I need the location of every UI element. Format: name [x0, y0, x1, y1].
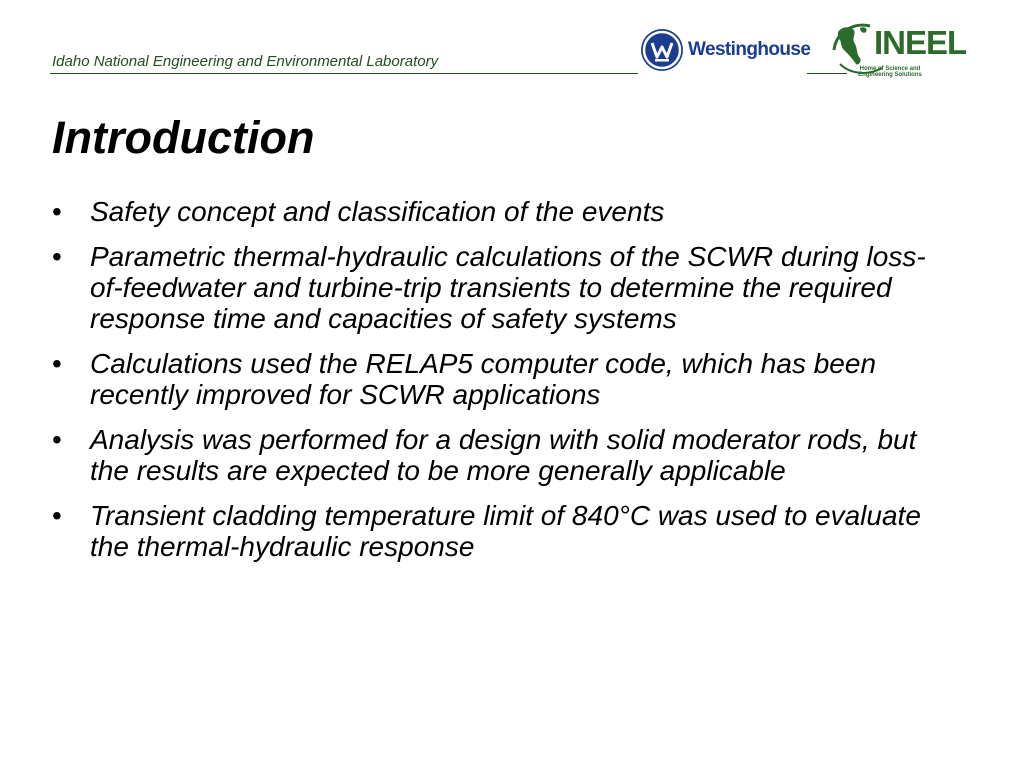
westinghouse-w-icon [641, 29, 683, 71]
header-divider [50, 73, 638, 74]
bullet-item [52, 500, 952, 562]
bullet-text: Safety concept and classification of the events [90, 196, 665, 227]
bullet-item [52, 241, 952, 334]
bullet-item [52, 348, 952, 410]
slide-title: Introduction [52, 112, 315, 163]
westinghouse-logo-text: Westinghouse [688, 39, 811, 60]
westinghouse-logo [641, 27, 811, 73]
bullet-item [52, 196, 952, 227]
bullet-marker: • [52, 424, 62, 455]
bullet-marker: • [52, 196, 62, 227]
bullet-item [52, 424, 952, 486]
bullet-list [52, 196, 952, 576]
bullet-text: Analysis was performed for a design with solid moderator rods, but the results are expected to be more generally applicable [90, 424, 917, 486]
bullet-text: Calculations used the RELAP5 computer code, which has been recently improved for SCWR applications [90, 348, 877, 410]
ineel-logo-subtitle: Home of Science and Engineering Solutions [858, 66, 922, 78]
ineel-logo [830, 20, 976, 78]
org-header-text: Idaho National Engineering and Environmental Laboratory [52, 53, 439, 70]
bullet-marker: • [52, 241, 62, 272]
bullet-marker: • [52, 348, 62, 379]
ineel-logo-text: INEEL [874, 24, 967, 61]
bullet-text: Transient cladding temperature limit of 840°C was used to evaluate the thermal-hydraulic response [90, 500, 921, 562]
bullet-text: Parametric thermal-hydraulic calculations of the SCWR during loss-of-feedwater and turbine-trip transients to determine the required response time and capacities of safety systems [90, 241, 926, 334]
bullet-marker: • [52, 500, 62, 531]
